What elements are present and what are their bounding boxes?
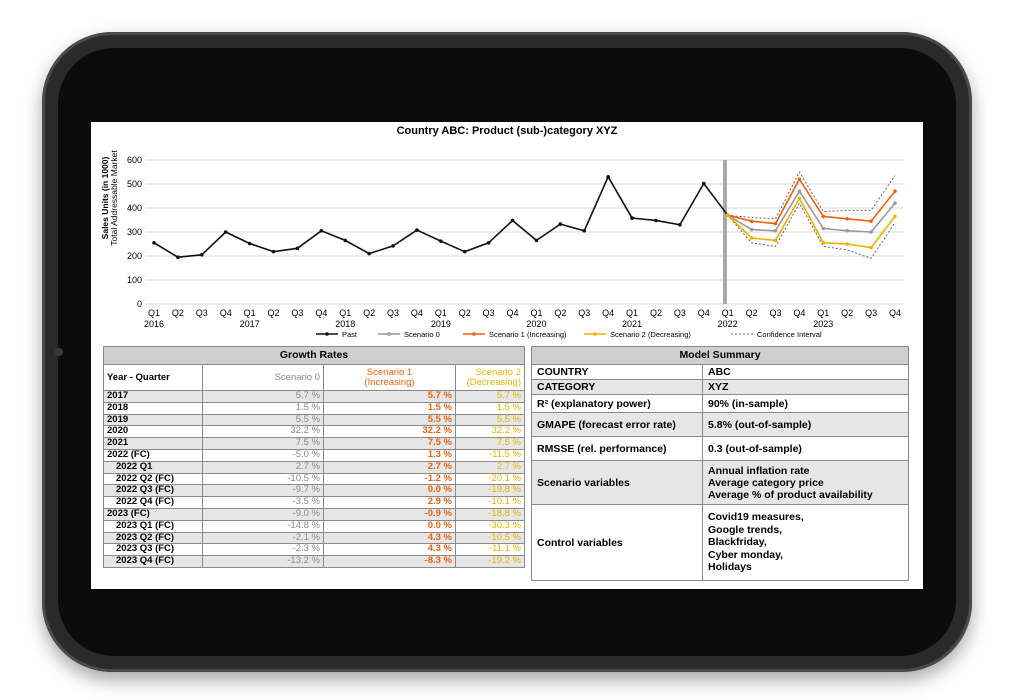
legend-label-ci: Confidence Interval	[757, 330, 822, 339]
y-tick-label: 300	[126, 227, 142, 237]
x-tick-quarter: Q1	[721, 308, 734, 318]
row-label: 2022 (FC)	[104, 449, 203, 461]
past-point	[463, 250, 467, 254]
country-key: COUNTRY	[532, 365, 703, 380]
scenario1-point	[798, 177, 802, 181]
scenario2-value: -19.8 %	[456, 485, 525, 497]
scenario0-value: -3.5 %	[203, 497, 324, 509]
growth-row	[104, 473, 525, 485]
legend-marker-scenario0	[387, 332, 391, 336]
x-tick-year: 2018	[335, 319, 356, 329]
chart-grid	[146, 160, 903, 304]
past-point	[200, 253, 204, 257]
growth-row	[104, 544, 525, 556]
past-point	[248, 242, 252, 246]
past-point	[630, 216, 634, 220]
growth-row	[104, 391, 525, 403]
tablet-screen	[89, 78, 927, 629]
row-label: 2023 Q2 (FC)	[104, 532, 203, 544]
scenario0-value: 1.5 %	[203, 402, 324, 414]
x-tick-year: 2022	[717, 319, 738, 329]
x-tick-year: 2019	[430, 319, 451, 329]
x-tick-quarter: Q2	[649, 308, 662, 318]
x-tick-quarter: Q3	[673, 308, 686, 318]
scenario2-value: 5.7 %	[456, 391, 525, 403]
past-point	[535, 239, 539, 243]
scenario1-value: 1.3 %	[324, 449, 456, 461]
scenario1-value: 5.5 %	[324, 414, 456, 426]
ci-upper-line	[728, 172, 895, 219]
control-variables-key: Control variables	[532, 505, 703, 581]
x-tick-quarter: Q1	[817, 308, 830, 318]
scenario1-value: 0.0 %	[324, 520, 456, 532]
growth-row	[104, 532, 525, 544]
scenario2-point	[821, 241, 825, 245]
sales-line-chart	[91, 122, 923, 344]
x-tick-quarter: Q1	[626, 308, 639, 318]
y-tick-label: 0	[136, 299, 142, 309]
x-tick-quarter: Q3	[769, 308, 782, 318]
x-tick-quarter: Q4	[219, 308, 232, 318]
past-point	[152, 241, 156, 245]
past-point	[224, 230, 228, 234]
scenario2-value: -10.5 %	[456, 532, 525, 544]
r2-value: 90% (in-sample)	[703, 395, 909, 413]
past-point	[678, 223, 682, 227]
x-tick-quarter: Q1	[339, 308, 352, 318]
scenario0-point	[750, 228, 754, 232]
row-label: 2023 Q1 (FC)	[104, 520, 203, 532]
y-axis-label-line2: Total Addressable Market	[109, 150, 119, 246]
scenario0-value: -2.3 %	[203, 544, 324, 556]
camera-icon	[55, 348, 63, 356]
scenario2-point	[798, 197, 802, 201]
x-tick-quarter: Q4	[315, 308, 328, 318]
x-tick-quarter: Q3	[482, 308, 495, 318]
control-variable: Blackfriday,	[708, 536, 767, 549]
gmape-value: 5.8% (out-of-sample)	[703, 413, 909, 437]
scenario2-value: -20.1 %	[456, 473, 525, 485]
growth-row	[104, 497, 525, 509]
scenario2-value: -10.1 %	[456, 497, 525, 509]
growth-row	[104, 449, 525, 461]
growth-row	[104, 461, 525, 473]
scenario-variable: Annual inflation rate	[708, 464, 810, 477]
scenario1-value: -0.9 %	[324, 508, 456, 520]
x-tick-quarter: Q1	[243, 308, 256, 318]
model-summary-table	[531, 346, 909, 581]
gmape-key: GMAPE (forecast error rate)	[532, 413, 703, 437]
x-tick-quarter: Q2	[554, 308, 567, 318]
scenario1-line	[728, 179, 895, 223]
x-tick-quarter: Q2	[363, 308, 376, 318]
scenario0-value: 32.2 %	[203, 426, 324, 438]
scenario1-value: 2.7 %	[324, 461, 456, 473]
growth-row	[104, 438, 525, 450]
scenario2-point	[750, 236, 754, 240]
growth-row	[104, 520, 525, 532]
y-tick-label: 100	[126, 275, 142, 285]
x-tick-quarter: Q2	[458, 308, 471, 318]
scenario1-point	[845, 217, 849, 221]
past-point	[654, 219, 658, 223]
x-tick-quarter: Q2	[171, 308, 184, 318]
scenario1-value: 4.3 %	[324, 532, 456, 544]
row-label: 2019	[104, 414, 203, 426]
row-label: 2018	[104, 402, 203, 414]
control-variable: Google trends,	[708, 523, 783, 536]
model-summary-title: Model Summary	[532, 347, 909, 365]
y-axis-label-line1: Sales Units (in 1000)	[100, 156, 110, 240]
past-point	[415, 228, 419, 232]
scenario1-value: 5.7 %	[324, 391, 456, 403]
scenario0-value: -9.7 %	[203, 485, 324, 497]
x-tick-quarter: Q3	[578, 308, 591, 318]
y-tick-label: 600	[126, 155, 142, 165]
row-label: 2023 (FC)	[104, 508, 203, 520]
x-axis-ticks	[144, 308, 901, 329]
scenario2-value: -30.3 %	[456, 520, 525, 532]
scenario2-value: 1.5 %	[456, 402, 525, 414]
scenario1-value: -8.3 %	[324, 556, 456, 568]
scenario0-value: 5.5 %	[203, 414, 324, 426]
scenario2-point	[893, 215, 897, 219]
growth-rates-table	[103, 346, 525, 568]
x-tick-quarter: Q3	[865, 308, 878, 318]
past-line	[154, 177, 728, 257]
scenario2-value: 7.5 %	[456, 438, 525, 450]
past-point	[439, 239, 443, 243]
legend-marker-scenario1	[472, 332, 476, 336]
scenario0-value: -9.0 %	[203, 508, 324, 520]
scenario1-point	[821, 215, 825, 219]
scenario1-value: 32.2 %	[324, 426, 456, 438]
past-point	[582, 229, 586, 233]
rmsse-key: RMSSE (rel. performance)	[532, 437, 703, 461]
row-label: 2022 Q1	[104, 461, 203, 473]
legend-label-scenario0: Scenario 0	[404, 330, 440, 339]
scenario1-point	[869, 219, 873, 223]
y-axis-ticks	[127, 155, 142, 309]
x-tick-quarter: Q4	[410, 308, 423, 318]
past-point	[296, 247, 300, 251]
scenario0-point	[893, 201, 897, 205]
x-tick-quarter: Q3	[291, 308, 304, 318]
scenario2-value: -19.2 %	[456, 556, 525, 568]
scenario0-value: -10.5 %	[203, 473, 324, 485]
row-label: 2022 Q4 (FC)	[104, 497, 203, 509]
past-point	[559, 222, 563, 226]
x-tick-quarter: Q3	[195, 308, 208, 318]
past-point	[272, 250, 276, 254]
past-point	[487, 241, 491, 245]
row-label: 2023 Q4 (FC)	[104, 556, 203, 568]
scenario0-point	[774, 229, 778, 233]
scenario0-value: -14.8 %	[203, 520, 324, 532]
x-tick-year: 2016	[143, 319, 165, 329]
col-header-scenario1-line1: Scenario 1	[366, 366, 413, 378]
scenario0-point	[798, 189, 802, 193]
chart-series	[152, 172, 897, 259]
scenario2-point	[774, 239, 778, 243]
row-label: 2017	[104, 391, 203, 403]
scenario2-value: -11.5 %	[456, 449, 525, 461]
scenario1-point	[893, 189, 897, 193]
past-point	[343, 239, 347, 243]
scenario0-point	[821, 227, 825, 231]
legend-label-scenario1: Scenario 1 (Increasing)	[489, 330, 567, 339]
col-header-scenario0: Scenario 0	[203, 365, 324, 391]
legend-marker-past	[325, 332, 329, 336]
scenario1-value: 2.9 %	[324, 497, 456, 509]
growth-row	[104, 556, 525, 568]
scenario1-point	[774, 222, 778, 226]
row-label: 2022 Q3 (FC)	[104, 485, 203, 497]
scenario2-point	[726, 213, 730, 217]
row-label: 2021	[104, 438, 203, 450]
x-tick-quarter: Q4	[602, 308, 615, 318]
y-tick-label: 400	[126, 203, 142, 213]
scenario0-point	[869, 230, 873, 234]
category-value: XYZ	[703, 380, 909, 395]
scenario0-value: -2.1 %	[203, 532, 324, 544]
x-tick-quarter: Q2	[745, 308, 758, 318]
growth-table-body	[104, 391, 525, 568]
rmsse-value: 0.3 (out-of-sample)	[703, 437, 909, 461]
control-variable: Cyber monday,	[708, 548, 784, 561]
scenario0-value: -5.0 %	[203, 449, 324, 461]
r2-key: R² (explanatory power)	[532, 395, 703, 413]
category-key: CATEGORY	[532, 380, 703, 395]
control-variable: Covid19 measures,	[708, 511, 804, 524]
growth-row	[104, 402, 525, 414]
x-tick-quarter: Q1	[434, 308, 447, 318]
scenario2-point	[869, 246, 873, 250]
scenario0-point	[845, 229, 849, 233]
forecast-divider	[723, 160, 727, 304]
x-tick-quarter: Q4	[888, 308, 902, 318]
x-tick-quarter: Q2	[267, 308, 280, 318]
row-label: 2020	[104, 426, 203, 438]
scenario2-value: 2.7 %	[456, 461, 525, 473]
legend-label-scenario2: Scenario 2 (Decreasing)	[610, 330, 691, 339]
legend-label-past: Past	[342, 330, 358, 339]
growth-row	[104, 508, 525, 520]
col-header-scenario2-line1: Scenario 2	[475, 366, 521, 378]
growth-row	[104, 426, 525, 438]
past-point	[606, 175, 610, 179]
scenario-variable: Average category price	[708, 476, 824, 489]
x-tick-quarter: Q3	[387, 308, 400, 318]
chart-title: Country ABC: Product (sub-)category XYZ	[396, 125, 618, 137]
x-tick-quarter: Q1	[147, 308, 161, 318]
growth-row	[104, 414, 525, 426]
scenario2-value: -11.1 %	[456, 544, 525, 556]
x-tick-quarter: Q4	[697, 308, 710, 318]
growth-row	[104, 485, 525, 497]
y-tick-label: 200	[126, 251, 142, 261]
scenario2-value: 32.2 %	[456, 426, 525, 438]
scenario-variable: Average % of product availability	[708, 488, 873, 501]
scenario-variables-value	[703, 461, 909, 505]
growth-table-title: Growth Rates	[104, 347, 525, 365]
scenario0-value: 7.5 %	[203, 438, 324, 450]
dashboard-content	[91, 122, 923, 589]
scenario1-value: -1.2 %	[324, 473, 456, 485]
past-point	[320, 229, 324, 233]
past-point	[511, 219, 515, 223]
past-point	[702, 182, 706, 186]
y-tick-label: 500	[126, 179, 142, 189]
col-header-scenario1-line2: (Increasing)	[364, 376, 415, 388]
col-header-scenario1	[324, 365, 456, 391]
past-point	[391, 244, 395, 248]
control-variables-value	[703, 505, 909, 581]
scenario1-value: 4.3 %	[324, 544, 456, 556]
x-tick-quarter: Q2	[841, 308, 854, 318]
scenario0-value: -13.2 %	[203, 556, 324, 568]
x-tick-year: 2023	[813, 319, 834, 329]
scenario1-value: 0.0 %	[324, 485, 456, 497]
x-tick-quarter: Q4	[793, 308, 806, 318]
x-tick-year: 2021	[622, 319, 643, 329]
x-tick-year: 2020	[526, 319, 547, 329]
scenario0-value: 5.7 %	[203, 391, 324, 403]
col-header-year: Year - Quarter	[104, 365, 203, 391]
col-header-scenario2	[456, 365, 525, 391]
x-tick-year: 2017	[239, 319, 260, 329]
scenario2-line	[728, 198, 895, 247]
row-label: 2023 Q3 (FC)	[104, 544, 203, 556]
chart-legend	[316, 330, 822, 339]
scenario2-value: 5.5 %	[456, 414, 525, 426]
scenario2-value: -18.8 %	[456, 508, 525, 520]
x-tick-quarter: Q4	[506, 308, 519, 318]
col-header-scenario2-line2: (Decreasing)	[466, 376, 521, 388]
x-tick-quarter: Q1	[530, 308, 543, 318]
scenario0-value: 2.7 %	[203, 461, 324, 473]
scenario2-point	[845, 242, 849, 246]
scenario1-point	[750, 219, 754, 223]
legend-marker-scenario2	[593, 332, 597, 336]
control-variable: Holidays	[708, 561, 752, 574]
country-value: ABC	[703, 365, 909, 380]
scenario1-value: 7.5 %	[324, 438, 456, 450]
row-label: 2022 Q2 (FC)	[104, 473, 203, 485]
scenario-variables-key: Scenario variables	[532, 461, 703, 505]
scenario1-value: 1.5 %	[324, 402, 456, 414]
past-point	[176, 255, 180, 259]
past-point	[367, 252, 371, 256]
